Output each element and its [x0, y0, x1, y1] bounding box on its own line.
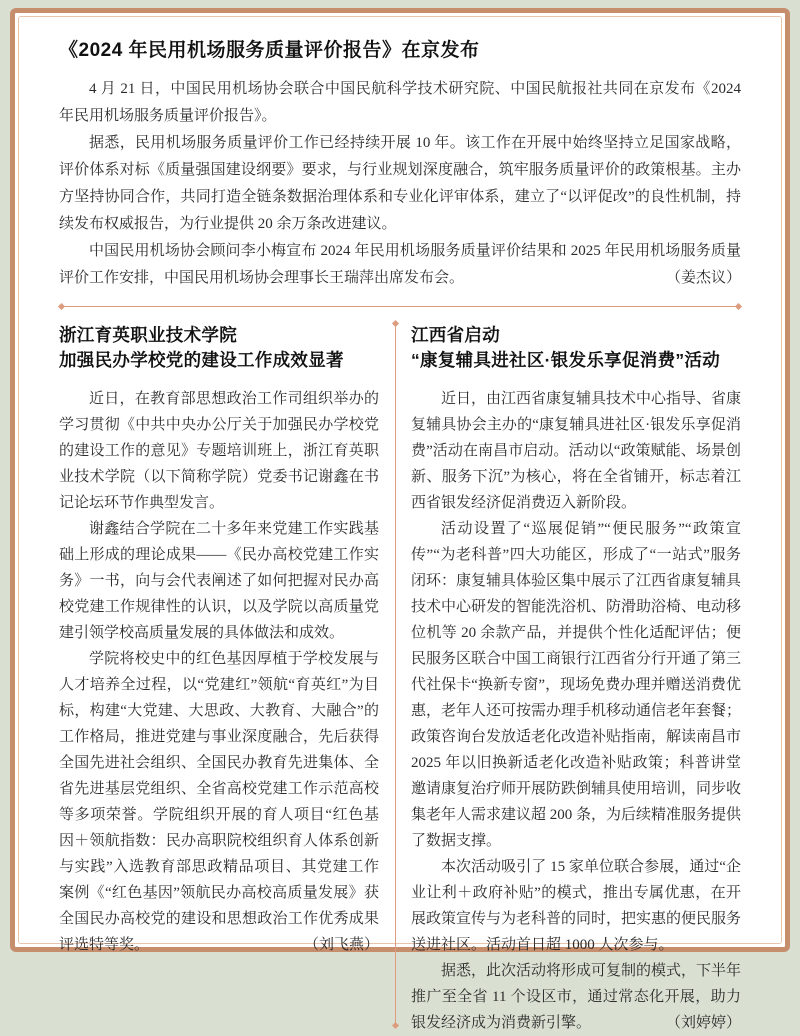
content-area [15, 13, 785, 1031]
top-article-paragraph-1: 4 月 21 日，中国民用机场协会联合中国民航科学技术研究院、中国民航报社共同在京发布《2024 年民用机场服务质量评价报告》。 [59, 81, 741, 124]
paragraph-text: 据悉，此次活动将形成可复制的模式，下半年推广至全省 11 个设区市，通过常态化开展，助力银发经济成为消费新引擎。 [411, 963, 742, 1031]
right-article [411, 317, 741, 1036]
right-article-paragraph-4 [411, 958, 741, 1036]
top-article-paragraph-3 [59, 238, 741, 292]
right-article-paragraph-1: 近日，由江西省康复辅具技术中心指导、省康复辅具协会主办的“康复辅具进社区·银发乐享促消费”活动在南昌市启动。活动以“政策赋能、场景创新、服务下沉”为核心，将在全省铺开，标志着江西省银发经济促消费迈入新阶段。 [411, 391, 742, 511]
page-frame [10, 8, 790, 1031]
left-article-byline: （刘飞燕） [303, 937, 379, 953]
left-article [59, 317, 379, 1036]
top-article-byline: （姜杰议） [665, 270, 741, 286]
right-article-byline: （刘婷婷） [665, 1015, 741, 1031]
left-article-paragraph-2: 谢鑫结合学院在二十多年来党建工作实践基础上形成的理论成果——《民办高校党建工作实务》一书，向与会代表阐述了如何把握对民办高校党建工作规律性的认识，以及学院以高质量党建引领学校高质量发展的具体做法和成效。 [59, 521, 379, 641]
right-article-title-line2: “康复辅具进社区·银发乐享促消费”活动 [411, 350, 721, 370]
left-article-title-line2: 加强民办学校党的建设工作成效显著 [59, 350, 344, 370]
left-article-paragraph-1: 近日，在教育部思想政治工作司组织举办的学习贯彻《中共中央办公厅关于加强民办学校党的建设工作的意见》专题培训班上，浙江育英职业技术学院（以下简称学院）党委书记谢鑫在书记论坛环节作典型发言。 [59, 391, 379, 511]
left-article-title-line1: 浙江育英职业技术学院 [59, 325, 237, 345]
paragraph-text: 学院将校史中的红色基因厚植于学校发展与人才培养全过程，以“党建红”领航“育英红”为目标，构建“大党建、大思政、大教育、大融合”的工作格局，推进党建与事业深度融合，先后获得全国先进社会组织、全国民办教育先进集体、全省先进基层党组织、全省高校党建工作示范高校等多项荣誉。学院组织开展的育人项目“红色基因＋领航指数：民办高职院校组织育人体系创新与实践”入选教育部思政精品项目、其党建工作案例《“红色基因”领航民办高校高质量发展》获全国民办高校党的建设和思想政治工作优秀成果评选特等奖。 [59, 651, 379, 953]
column-divider [395, 323, 396, 1026]
paragraph-text: 中国民用机场协会顾问李小梅宣布 2024 年民用机场服务质量评价结果和 2025 年民用机场服务质量评价工作安排，中国民用机场协会理事长王瑞萍出席发布会。 [59, 243, 741, 286]
right-article-paragraph-2: 活动设置了“巡展促销”“便民服务”“政策宣传”“为老科普”四大功能区，形成了“一站式”服务闭环：康复辅具体验区集中展示了江西省康复辅具技术中心研发的智能洗浴机、防滑助浴椅、电动移位机等 20 余款产品，并提供个性化适配评估；便民服务区联合中国工商银行江西省分行开通了第三代社保卡“换新专窗”，现场免费办理并赠送消费优惠，老年人还可按需办理手机移动通信老年套餐；政策咨询台发放适老化改造补贴指南，解读南昌市 2025 年以旧换新适老化改造补贴政策；科普讲堂邀请康复治疗师开展防跌倒辅具使用培训，同步收集老年人需求建议超 200 条，为后续精准服务提供了数据支撑。 [411, 521, 742, 849]
left-article-title [59, 323, 379, 373]
right-article-paragraph-3: 本次活动吸引了 15 家单位联合参展，通过“企业让利＋政府补贴”的模式，推出专属优惠，在开展政策宣传与为老科普的同时，把实惠的便民服务送进社区。活动首日超 1000 人次参与。 [411, 859, 742, 953]
right-article-title-line1: 江西省启动 [411, 325, 500, 345]
horizontal-divider [61, 306, 739, 307]
top-article-paragraph-2: 据悉，民用机场服务质量评价工作已经持续开展 10 年。该工作在开展中始终坚持立足国家战略，评价体系对标《质量强国建设纲要》要求，与行业规划深度融合，筑牢服务质量评价的政策根基。主办方坚持协同合作，共同打造全链条数据治理体系和专业化评审体系，建立了“以评促改”的良性机制，持续发布权威报告，为行业提供 20 余万条改进建议。 [59, 135, 741, 232]
top-article [59, 35, 741, 292]
top-article-title: 《2024 年民用机场服务质量评价报告》在京发布 [59, 40, 480, 61]
two-column-section [59, 317, 741, 1036]
right-article-title [411, 323, 741, 373]
left-article-paragraph-3 [59, 646, 379, 958]
